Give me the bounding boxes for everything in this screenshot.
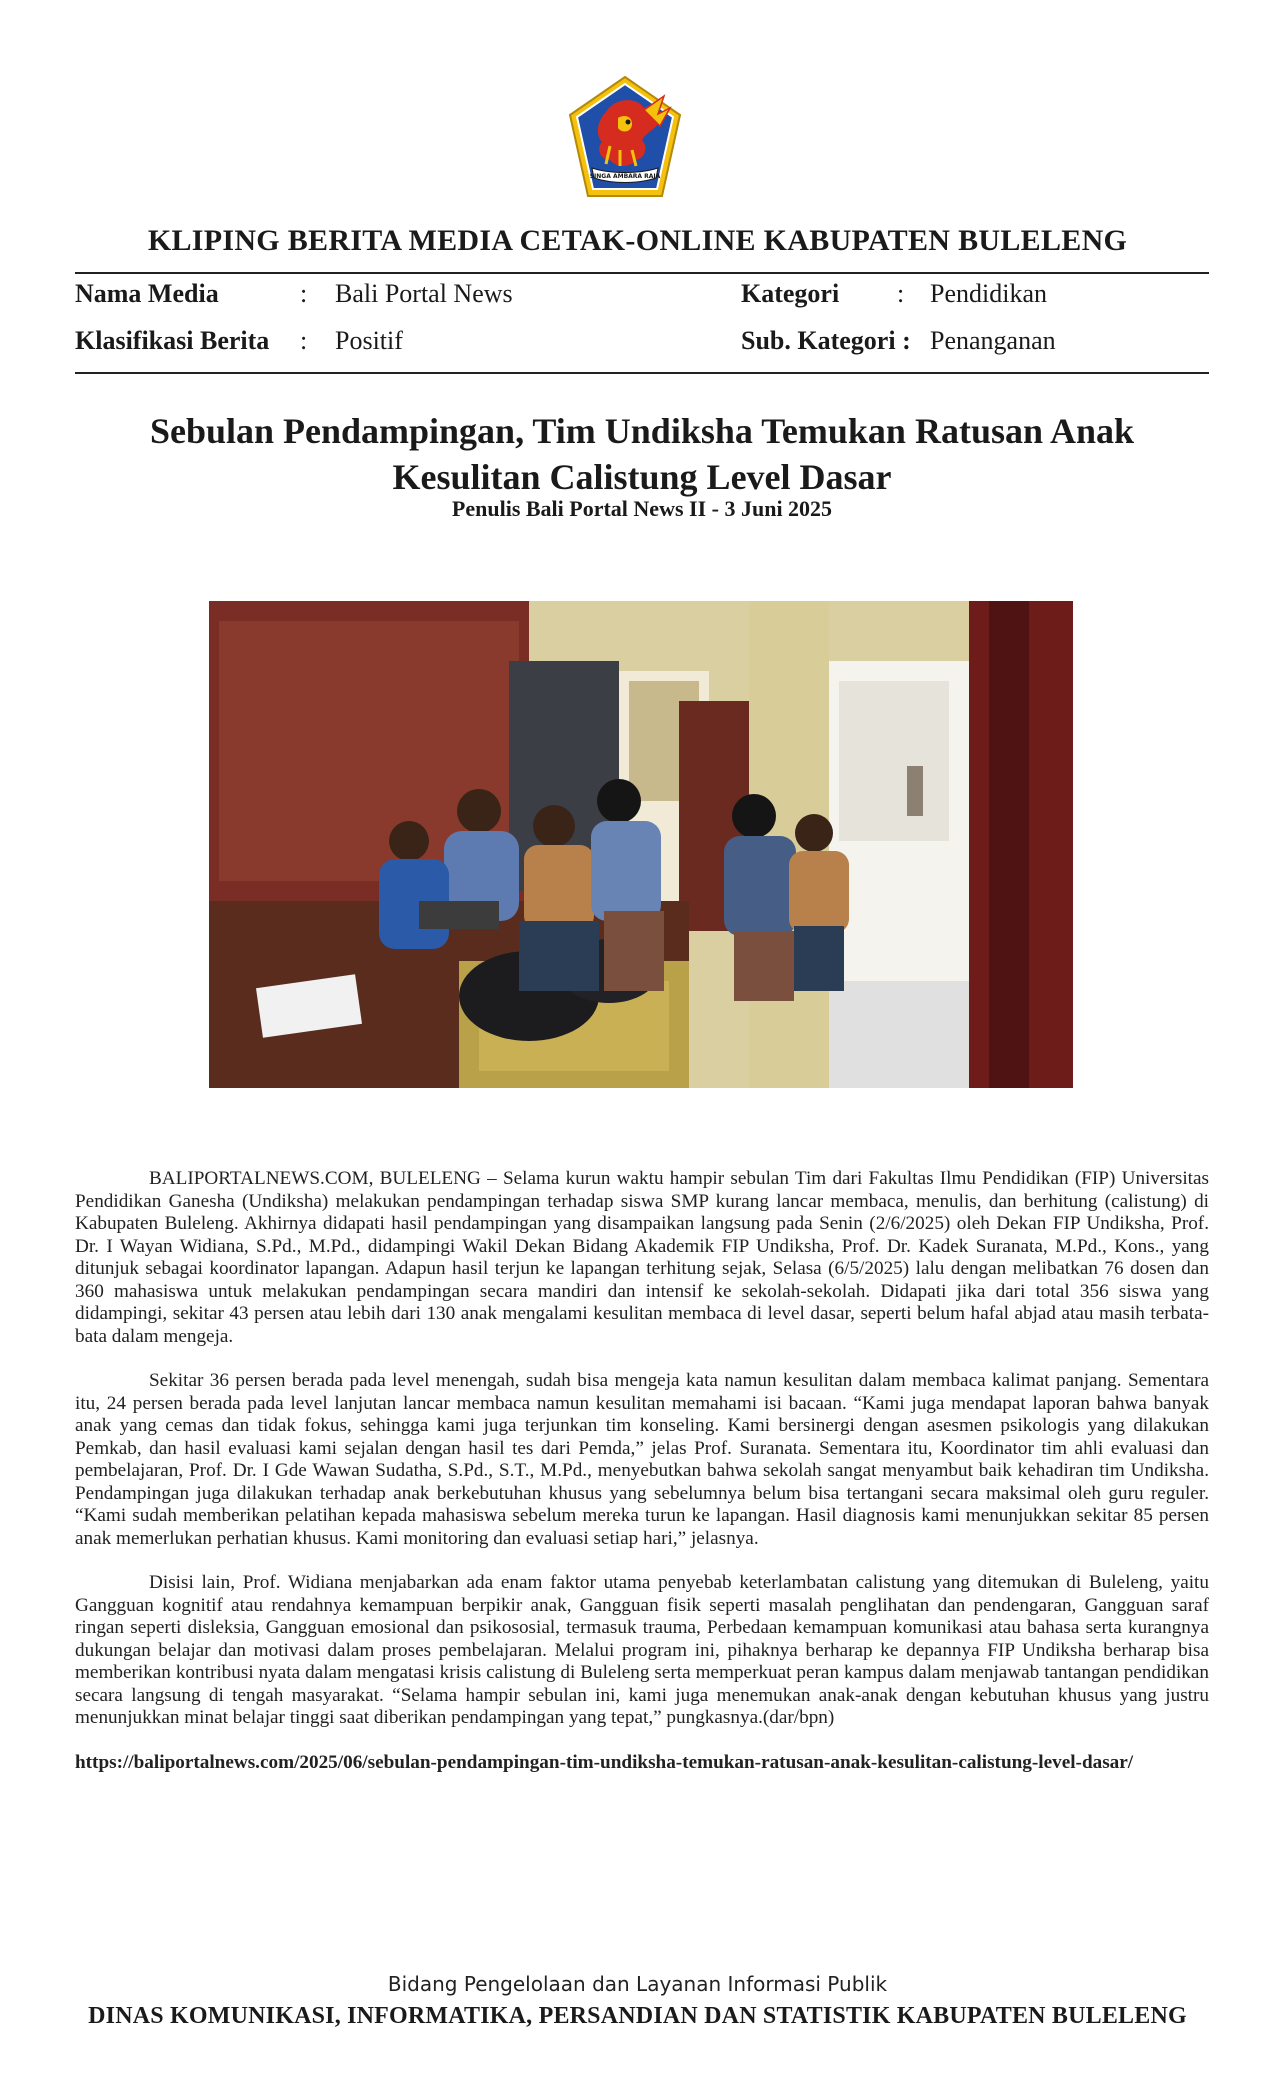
article-photo [209, 601, 1073, 1088]
media-name-value: Bali Portal News [335, 279, 513, 308]
article-title [75, 408, 1209, 500]
sub-category-label: Sub. Kategori : [741, 326, 911, 355]
sub-category-value: Penanganan [930, 326, 1056, 355]
category-label: Kategori [741, 279, 840, 308]
footer-department: Bidang Pengelolaan dan Layanan Informasi Publik [387, 1972, 888, 1996]
header-divider-bottom [75, 372, 1209, 374]
media-name-colon: : [300, 279, 308, 308]
classification-value: Positif [335, 326, 403, 355]
buleleng-regency-emblem [566, 74, 684, 200]
classification-colon: : [300, 326, 308, 355]
category-colon: : [897, 279, 905, 308]
category-value: Pendidikan [930, 279, 1047, 308]
emblem-motto: SINGA AMBARA RAJA [589, 173, 661, 180]
media-name-label: Nama Media [75, 279, 219, 308]
article-paragraph-1: BALIPORTALNEWS.COM, BULELENG – Selama kurun waktu hampir sebulan Tim dari Fakultas Ilmu Pendidikan (FIP) Universitas Pendidikan Ganesha (Undiksha) melakukan pendampingan terhadap siswa SMP kurang lancar membaca, menulis, dan berhitung (calistung) di Kabupaten Buleleng. Akhirnya didapati hasil pendampingan yang disampaikan langsung pada Senin (2/6/2025) oleh Dekan FIP Undiksha, Prof. Dr. I Wayan Widiana, S.Pd., M.Pd., didampingi Wakil Dekan Bidang Akademik FIP Undiksha, Prof. Dr. Kadek Suranata, M.Pd., Kons., yang ditunjuk sebagai koordinator lapangan. Adapun hasil terjun ke lapangan terhitung sejak, Selasa (6/5/2025) lalu dengan melibatkan 76 dosen dan 360 mahasiswa untuk melakukan pendampingan secara mandiri dan intensif ke sekolah-sekolah. Didapati jika dari total 356 siswa yang didampingi, sekitar 43 persen atau lebih dari 130 anak mengalami kesulitan membaca di level dasar, seperti belum hafal abjad atau masih terbata-bata dalam mengeja. [75, 1168, 1209, 1347]
clipping-header-title: KLIPING BERITA MEDIA CETAK-ONLINE KABUPATEN BULELENG [147, 224, 1128, 257]
classification-label: Klasifikasi Berita [75, 326, 270, 355]
article-paragraph-3: Disisi lain, Prof. Widiana menjabarkan ada enam faktor utama penyebab keterlambatan calistung yang ditemukan di Buleleng, yaitu Gangguan kognitif atau rendahnya kemampuan berpikir anak, Gangguan fisik seperti masalah penglihatan dan pendengaran, Gangguan saraf ringan seperti disleksia, Gangguan emosional dan psikososial, termasuk trauma, Perbedaan kemampuan komunikasi atau bahasa serta kurangnya dukungan belajar dan motivasi dalam proses pembelajaran. Melalui program ini, pihaknya berharap ke depannya FIP Undiksha berharap bisa memberikan kontribusi nyata dalam mengatasi krisis calistung di Buleleng serta memperkuat peran kampus dalam menjawab tantangan pendidikan secara langsung di tengah masyarakat. “Selama hampir sebulan ini, kami juga menemukan anak-anak dengan kebutuhan khusus yang justru menunjukkan minat belajar tinggi saat diberikan pendampingan yang tepat,” pungkasnya.(dar/bpn) [75, 1572, 1209, 1728]
article-paragraph-2: Sekitar 36 persen berada pada level menengah, sudah bisa mengeja kata namun kesulitan dalam membaca kalimat panjang. Sementara itu, 24 persen berada pada level lanjutan lancar membaca namun kesulitan memahami isi bacaan. “Kami juga mendapat laporan bahwa banyak anak yang cemas dan tidak fokus, sehingga kami juga terjunkan tim konseling. Kami bersinergi dengan asesmen psikologis yang dilakukan Pemkab, dan hasil evaluasi kami sejalan dengan hasil tes dari Pemda,” jelas Prof. Suranata. Sementara itu, Koordinator tim ahli evaluasi dan pembelajaran, Prof. Dr. I Gde Wawan Sudatha, S.Pd., S.T., M.Pd., menyebutkan bahwa sekolah sangat menyambut baik kehadiran tim Undiksha. Pendampingan juga dilakukan terhadap anak berkebutuhan khusus yang sebelumnya belum bisa tertangani secara maksimal oleh guru reguler. “Kami sudah memberikan pelatihan kepada mahasiswa sebelum mereka turun ke lapangan. Hasil diagnosis kami menunjukkan sekitar 85 persen anak memerlukan perhatian khusus. Kami monitoring dan evaluasi setiap hari,” jelasnya. [75, 1370, 1209, 1549]
article-title-line-1: Sebulan Pendampingan, Tim Undiksha Temukan Ratusan Anak [149, 411, 1135, 451]
article-body [75, 1168, 1209, 1796]
header-divider-top [75, 272, 1209, 274]
article-byline: Penulis Bali Portal News II - 3 Juni 2025 [451, 496, 833, 521]
article-title-line-2: Kesulitan Calistung Level Dasar [392, 457, 892, 497]
footer-agency: DINAS KOMUNIKASI, INFORMATIKA, PERSANDIAN DAN STATISTIK KABUPATEN BULELENG [88, 2003, 1187, 2029]
article-source-link[interactable]: https://baliportalnews.com/2025/06/sebulan-pendampingan-tim-undiksha-temukan-ratusan-anak-kesulitan-calistung-level-dasar/ [75, 1751, 1134, 1773]
